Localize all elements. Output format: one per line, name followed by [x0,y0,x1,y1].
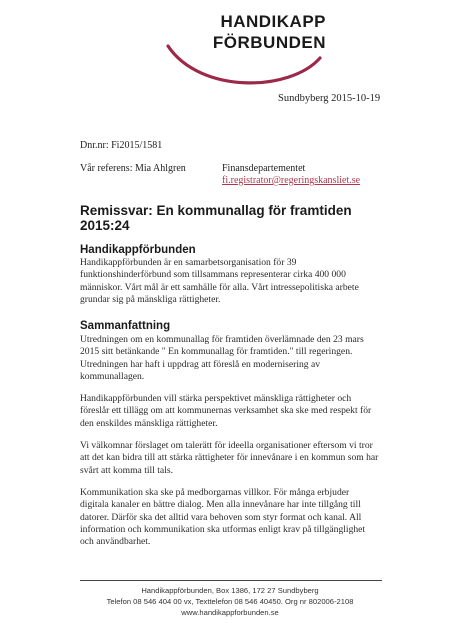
section-paragraph: Kommunikation ska ske på medborgarnas villkor. För många erbjuder digitala kanaler en bättre dialog. Men alla innevånare har inte tillgång till datorer. Därför ska det alltid vara behoven som styr format och kanal. All information och kommunikation ska utformas enligt krav på tillgänglighet och användbarhet. [80,486,366,548]
logo-text-line2: FÖRBUNDEN [212,33,326,52]
section-sammanfattning [80,320,380,558]
our-reference: Vår referens: Mia Ahlgren [80,163,186,174]
section-heading: Handikappförbunden [80,244,196,256]
recipient-email-link[interactable]: fi.registrator@regeringskansliet.se [222,175,361,186]
organization-logo [160,6,330,86]
section-handikappforbunden [80,244,380,306]
recipient-name: Finansdepartementet [222,163,306,174]
case-number: Dnr.nr: Fi2015/1581 [80,140,163,151]
section-paragraph: Utredningen om en kommunallag för framtiden överlämnade den 23 mars 2015 sitt betänkande " En kommunallag för framtiden." till regeringen. Utredningen har haft i uppdrag att föreslå en modernisering av kommunallagen. [80,334,364,382]
section-paragraph: Handikappförbunden vill stärka perspektivet mänskliga rättigheter och föreslår ett tillägg om att kommunernas verksamhet ska ske med respekt för den enskildes mänskliga rättigheter. [80,393,372,429]
footer-divider [80,580,382,581]
letter-date: Sundbyberg 2015-10-19 [278,93,381,104]
document-title: Remissvar: En kommunallag för framtiden 2015:24 [80,203,352,233]
recipient-block [222,163,360,187]
footer-address: Handikappförbunden, Box 1386, 172 27 Sundbyberg [141,586,319,595]
footer-website-link[interactable]: www.handikappforbunden.se [181,608,279,617]
section-paragraph: Handikappförbunden är en samarbetsorganisation för 39 funktionshinderförbund som tillsammans representerar cirka 400 000 människor. Vårt mål är ett samhälle för alla. Vårt intressepolitiska arbete grundar sig på mänskliga rättigheter. [80,257,359,305]
section-heading: Sammanfattning [80,320,171,332]
logo-text-line1: HANDIKAPP [220,12,326,31]
section-paragraph: Vi välkomnar förslaget om talerätt för ideella organisationer eftersom vi tror att det kan bidra till att stärka rättigheter för innevånare i en kommun som har svårt att komma till tals. [80,440,379,476]
footer-contact: Telefon 08 546 404 00 vx, Texttelefon 08 546 40450. Org nr 802006-2108 [106,597,354,606]
